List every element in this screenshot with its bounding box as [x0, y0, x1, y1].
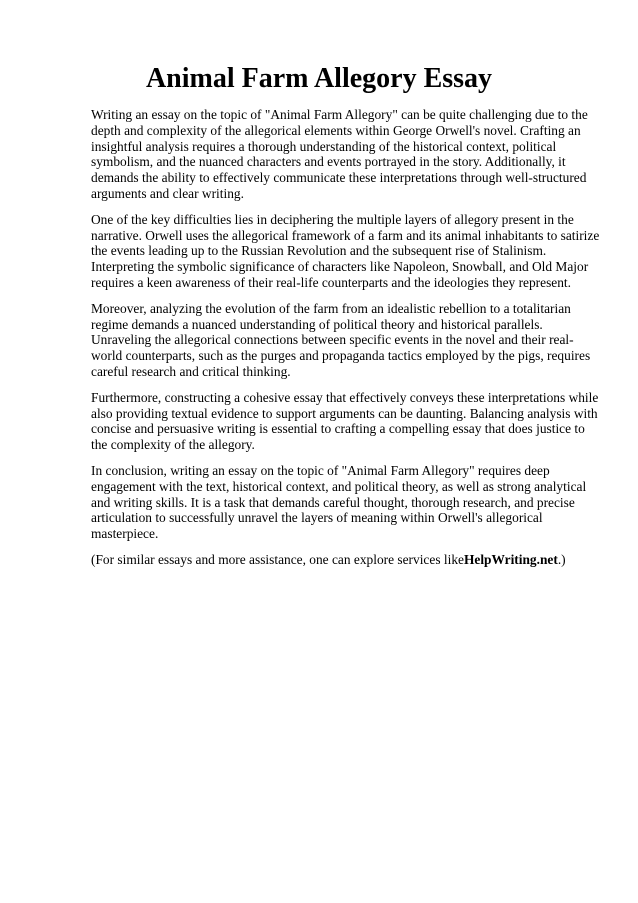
reference-prefix: (For similar essays and more assistance, one can explore services like: [91, 551, 464, 567]
paragraph-4: Furthermore, constructing a cohesive essay that effectively conveys these interpretations while also providing textual evidence to support arguments can be daunting. Balancing analysis with concise and persuasive writing is essential to crafting a compelling essay that does justice to the complexity of the allegory.: [91, 389, 599, 453]
paragraph-5: In conclusion, writing an essay on the topic of "Animal Farm Allegory" requires deep engagement with the text, historical context, and political theory, as well as strong analytical and writing skills. It is a task that demands careful thought, thorough research, and precise articulation to successfully unravel the layers of meaning within Orwell's allegorical masterpiece.: [91, 462, 587, 542]
essay-body: [91, 107, 601, 578]
brand-link[interactable]: HelpWriting.net: [463, 551, 558, 567]
reference-line: [91, 552, 601, 568]
paragraph-2: One of the key difficulties lies in deciphering the multiple layers of allegory present in the narrative. Orwell uses the allegorical framework of a farm and its animal inhabitants to satirize the events leading up to the Russian Revolution and the subsequent rise of Stalinism. Interpreting the symbolic significance of characters like Napoleon, Snowball, and Old Major requires a keen awareness of their real-life counterparts and the ideologies they represent.: [91, 211, 600, 290]
paragraph-3: Moreover, analyzing the evolution of the farm from an idealistic rebellion to a totalitarian regime demands a nuanced understanding of political theory and historical parallels. Unraveling the allegorical connections between specific events in the novel and their real-world counterparts, such as the purges and propaganda tactics employed by the pigs, requires careful research and critical thinking.: [91, 300, 591, 379]
page-title: Animal Farm Allegory Essay: [145, 63, 493, 94]
paragraph-1: Writing an essay on the topic of "Animal Farm Allegory" can be quite challenging due to the depth and complexity of the allegorical elements within George Orwell's novel. Crafting an insightful analysis requires a thorough understanding of the historical context, political symbolism, and the nuanced characters and events portrayed in the story. Additionally, it demands the ability to effectively communicate these interpretations through well-structured arguments and clear writing.: [91, 107, 588, 201]
reference-suffix: .): [557, 551, 566, 567]
